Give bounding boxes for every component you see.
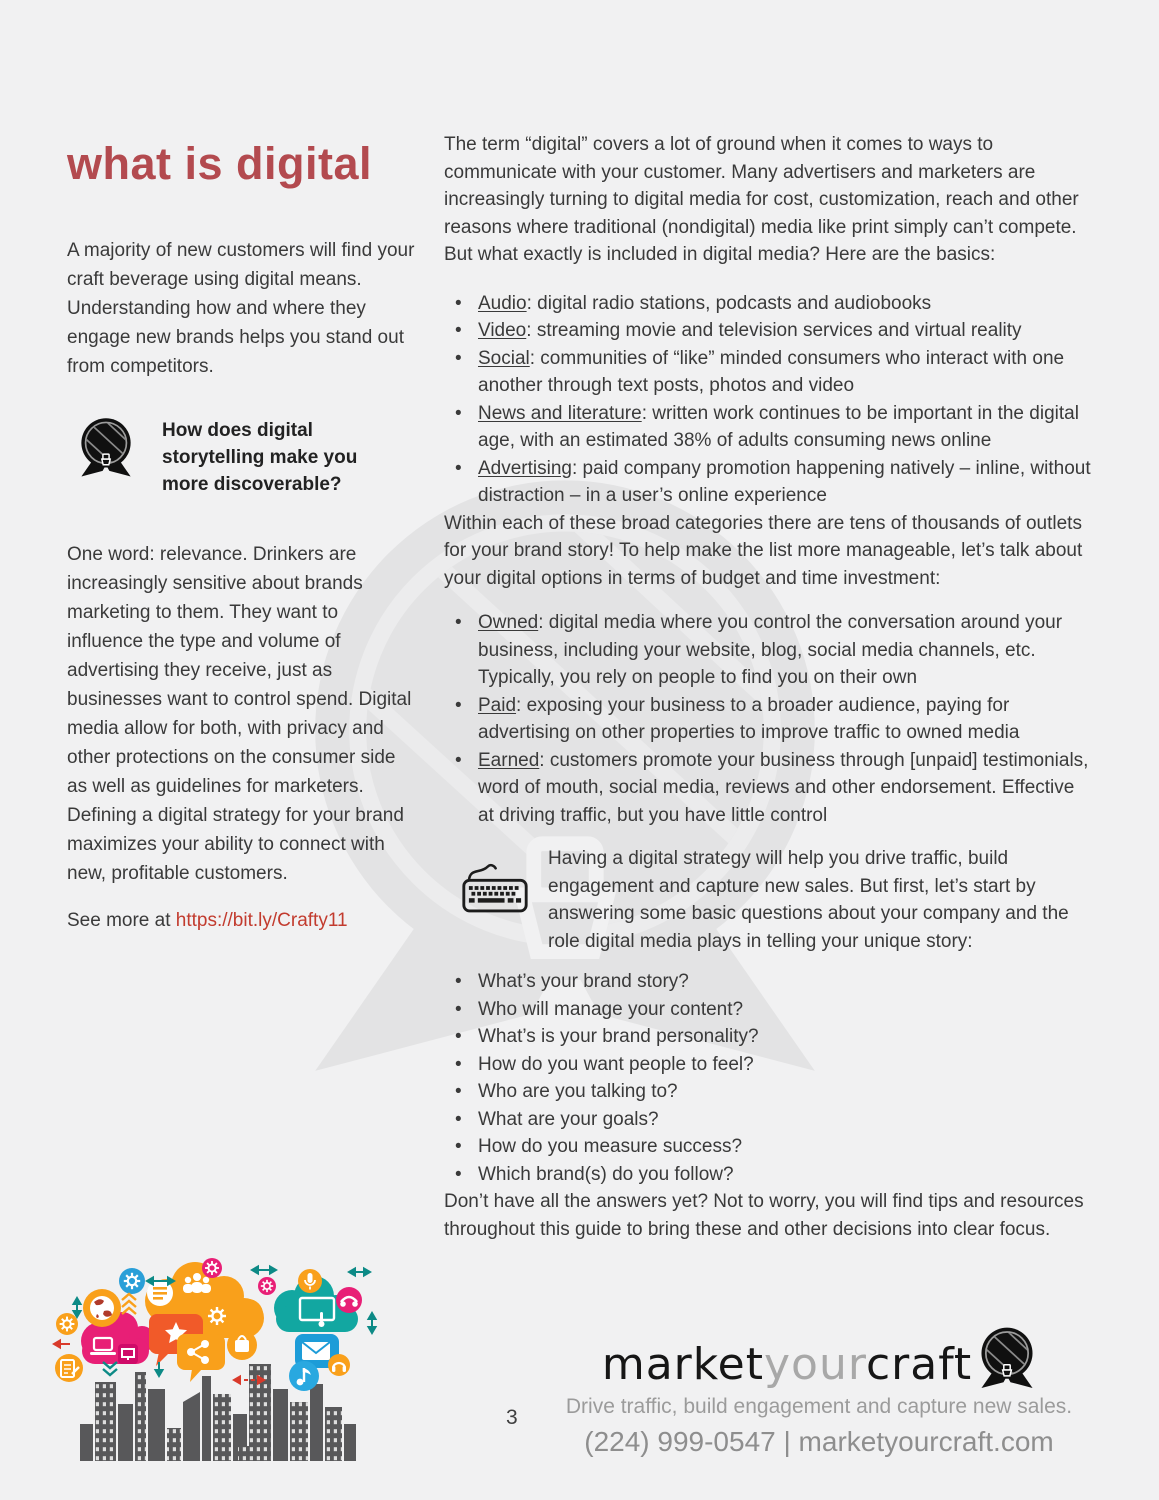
footer-contact: (224) 999-0547 | marketyourcraft.com xyxy=(584,1426,1054,1457)
bullet-marker: • xyxy=(455,1026,462,1047)
globe-icon xyxy=(83,1289,121,1327)
left-callout-text: How does digital storytelling make you more discoverable? xyxy=(162,420,358,495)
bullet-marker: • xyxy=(455,971,462,992)
bullet-term: Owned xyxy=(478,612,539,633)
list-item xyxy=(444,747,1092,830)
bullet-marker: • xyxy=(455,320,462,341)
list-item xyxy=(444,400,1092,455)
bullet-marker: • xyxy=(455,402,462,424)
list-item xyxy=(444,290,1092,318)
bullet-term: Advertising xyxy=(478,457,572,479)
bullet-term: News and literature xyxy=(478,402,642,424)
strategy-callout-text: Having a digital strategy will help you drive traffic, build engagement and capture new sales. But first, let’s start by answering some basic questions about your company and the role digital media plays in telling your unique story: xyxy=(548,848,1069,952)
outlets-paragraph: Within each of these broad categories there are tens of thousands of outlets for your brand story! To help make the list more manageable, let’s talk about your digital options in terms of budget and time investment: xyxy=(444,512,1083,589)
right-column xyxy=(444,131,1092,1243)
see-more-prefix: See more at xyxy=(67,910,176,931)
list-item xyxy=(444,455,1092,510)
bullet-marker: • xyxy=(455,694,462,716)
shopping-bag-icon xyxy=(227,1330,257,1360)
question-item xyxy=(444,1106,1092,1134)
see-more-line xyxy=(67,910,419,932)
list-item xyxy=(444,345,1092,400)
question-text: Who are you talking to? xyxy=(478,1081,678,1102)
bullet-term: Paid xyxy=(478,694,517,716)
left-intro-paragraph: A majority of new customers will find your craft beverage using digital means. Understanding how and where they engage new brands helps you stand out from competitors. xyxy=(67,240,415,377)
bullet-marker: • xyxy=(455,998,462,1020)
media-bullet-list xyxy=(444,290,1092,510)
bullet-text: : written work continues to be important in the digital age, with an estimated 38% of adults consuming news online xyxy=(478,402,1079,451)
question-item xyxy=(444,1051,1092,1079)
phone-icon xyxy=(336,1287,362,1313)
question-text: How do you want people to feel? xyxy=(478,1053,754,1075)
page-number: 3 xyxy=(506,1406,518,1429)
investment-bullet-list xyxy=(444,609,1092,829)
headphones-icon xyxy=(328,1354,350,1376)
brand-line xyxy=(545,1336,1093,1392)
question-text: What are your goals? xyxy=(478,1108,659,1130)
see-more-link[interactable]: https://bit.ly/Crafty11 xyxy=(175,910,348,931)
bullet-text: : digital media where you control the conversation around your business, including your website, blog, social media channels, etc. Typically, you rely on people to find you on their own xyxy=(478,612,1063,688)
list-item xyxy=(444,692,1092,747)
brand-wordmark: marketyourcraft xyxy=(601,1338,973,1390)
bullet-term: Audio xyxy=(478,292,527,314)
bullet-term: Earned xyxy=(478,749,540,771)
bullet-marker: • xyxy=(455,1108,462,1130)
strategy-callout xyxy=(444,845,1092,955)
list-item xyxy=(444,609,1092,692)
bullet-text: : customers promote your business through [unpaid] testimonials, word of mouth, social media, reviews and other endorsement. Effective at driving traffic, but you have little control xyxy=(478,749,1089,826)
barrel-logo-icon xyxy=(78,417,134,480)
question-text: How do you measure success? xyxy=(478,1136,743,1157)
bullet-marker: • xyxy=(455,612,462,633)
share-bubble xyxy=(177,1334,225,1382)
digital-marketing-illustration xyxy=(52,1256,387,1494)
bullet-marker: • xyxy=(455,1136,462,1157)
left-callout xyxy=(67,417,419,498)
bullet-marker: • xyxy=(455,1053,462,1075)
question-item xyxy=(444,968,1092,996)
bullet-term: Video xyxy=(478,320,527,341)
bullet-text: : paid company promotion happening natively – inline, without distraction – in a user’s online experience xyxy=(478,457,1091,506)
bullet-text: : communities of “like” minded consumers who interact with one another through text posts, photos and video xyxy=(478,347,1065,396)
left-column xyxy=(67,138,419,932)
intro-paragraph: The term “digital” covers a lot of ground when it comes to ways to communicate with your customer. Many advertisers and marketers are increasingly turning to digital media for cost, customization, reach and other reasons where traditional (nondigital) media like print simply can’t compete. But what exactly is included in digital media? Here are the basics: xyxy=(444,134,1079,265)
bullet-marker: • xyxy=(455,1163,462,1185)
gear-circle-pink xyxy=(202,1258,222,1278)
question-text: What’s is your brand personality? xyxy=(478,1026,759,1047)
bullet-term: Social xyxy=(478,347,530,369)
questions-list xyxy=(444,968,1092,1188)
question-text: Who will manage your content? xyxy=(478,998,744,1020)
page-title: what is digital xyxy=(67,138,373,189)
bullet-marker: • xyxy=(455,292,462,314)
bullet-text: : streaming movie and television services and virtual reality xyxy=(526,320,1022,341)
list-item xyxy=(444,317,1092,345)
question-item xyxy=(444,1023,1092,1051)
bullet-marker: • xyxy=(455,457,462,479)
bullet-marker: • xyxy=(455,347,462,369)
question-text: Which brand(s) do you follow? xyxy=(478,1163,734,1185)
gear-circle-orange xyxy=(56,1313,78,1335)
bullet-marker: • xyxy=(455,749,462,771)
footer xyxy=(545,1336,1093,1458)
bullet-text: : digital radio stations, podcasts and audiobooks xyxy=(526,292,932,314)
microphone-icon xyxy=(298,1269,322,1293)
question-item xyxy=(444,1161,1092,1189)
gear-circle-blue xyxy=(119,1268,145,1294)
question-item xyxy=(444,1078,1092,1106)
left-body-paragraph: One word: relevance. Drinkers are increasingly sensitive about brands marketing to them. They want to influence the type and volume of advertising they receive, just as businesses want to control spend. Digital media allow for both, with privacy and other protections on the consumer side as well as guidelines for marketers. Defining a digital strategy for your brand maximizes your ability to connect with new, profitable customers. xyxy=(67,544,412,884)
keyboard-icon xyxy=(460,861,530,915)
question-text: What’s your brand story? xyxy=(478,971,689,992)
gear-circle-magenta xyxy=(258,1277,276,1295)
footer-tagline: Drive traffic, build engagement and capture new sales. xyxy=(565,1395,1073,1418)
barrel-logo-icon xyxy=(978,1326,1036,1392)
question-item xyxy=(444,996,1092,1024)
bullet-marker: • xyxy=(455,1081,462,1102)
music-note-icon xyxy=(289,1361,319,1391)
bullet-text: : exposing your business to a broader audience, paying for advertising on other properties to improve traffic to owned media xyxy=(478,694,1020,743)
checklist-icon xyxy=(55,1354,83,1382)
closing-paragraph: Don’t have all the answers yet? Not to worry, you will find tips and resources throughout this guide to bring these and other decisions into clear focus. xyxy=(444,1191,1084,1240)
question-item xyxy=(444,1133,1092,1161)
